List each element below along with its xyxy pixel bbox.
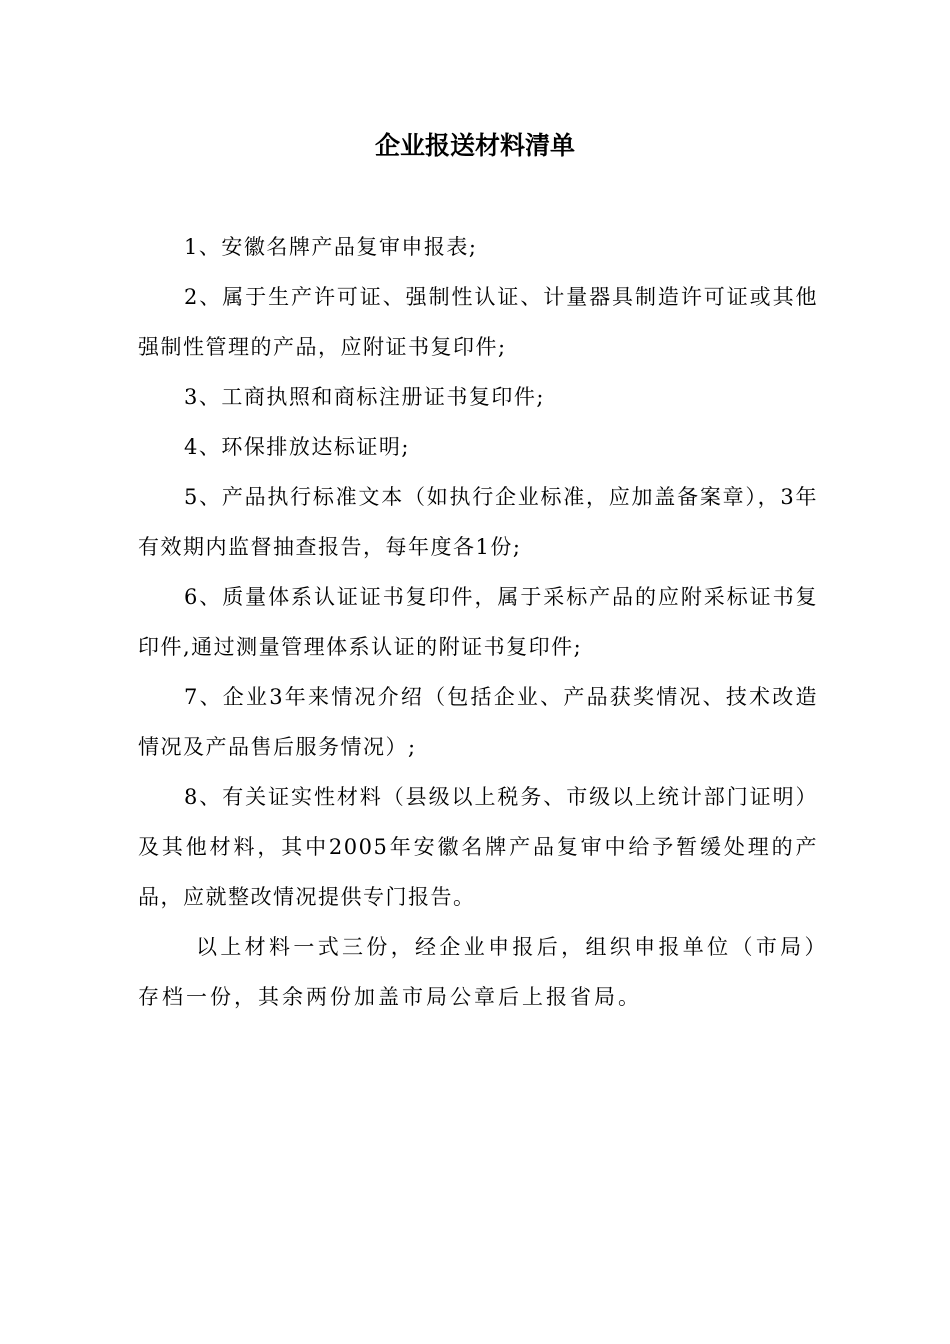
closing-paragraph: 以上材料一式三份，经企业申报后，组织申报单位（市局）存档一份，其余两份加盖市局公章后上报省局。 (138, 935, 818, 1009)
list-item-1: 1、安徽名牌产品复审申报表; (184, 235, 478, 259)
list-item-4: 4、环保排放达标证明; (184, 435, 410, 459)
list-item-3: 3、工商执照和商标注册证书复印件; (184, 385, 545, 409)
document-title: 企业报送材料清单 (374, 131, 575, 160)
list-item-6: 6、质量体系认证证书复印件，属于采标产品的应附采标证书复印件,通过测量管理体系认证的附证书复印件; (138, 585, 818, 659)
list-item-7: 7、企业3年来情况介绍（包括企业、产品获奖情况、技术改造情况及产品售后服务情况）; (138, 685, 818, 759)
list-item-2: 2、属于生产许可证、强制性认证、计量器具制造许可证或其他强制性管理的产品，应附证书复印件; (138, 285, 818, 359)
list-item-5: 5、产品执行标准文本（如执行企业标准，应加盖备案章），3年有效期内监督抽查报告，每年度各1份; (138, 485, 818, 559)
list-item-8: 8、有关证实性材料（县级以上税务、市级以上统计部门证明）及其他材料，其中2005年安徽名牌产品复审中给予暂缓处理的产品，应就整改情况提供专门报告。 (138, 785, 818, 909)
document-body (138, 222, 818, 1022)
